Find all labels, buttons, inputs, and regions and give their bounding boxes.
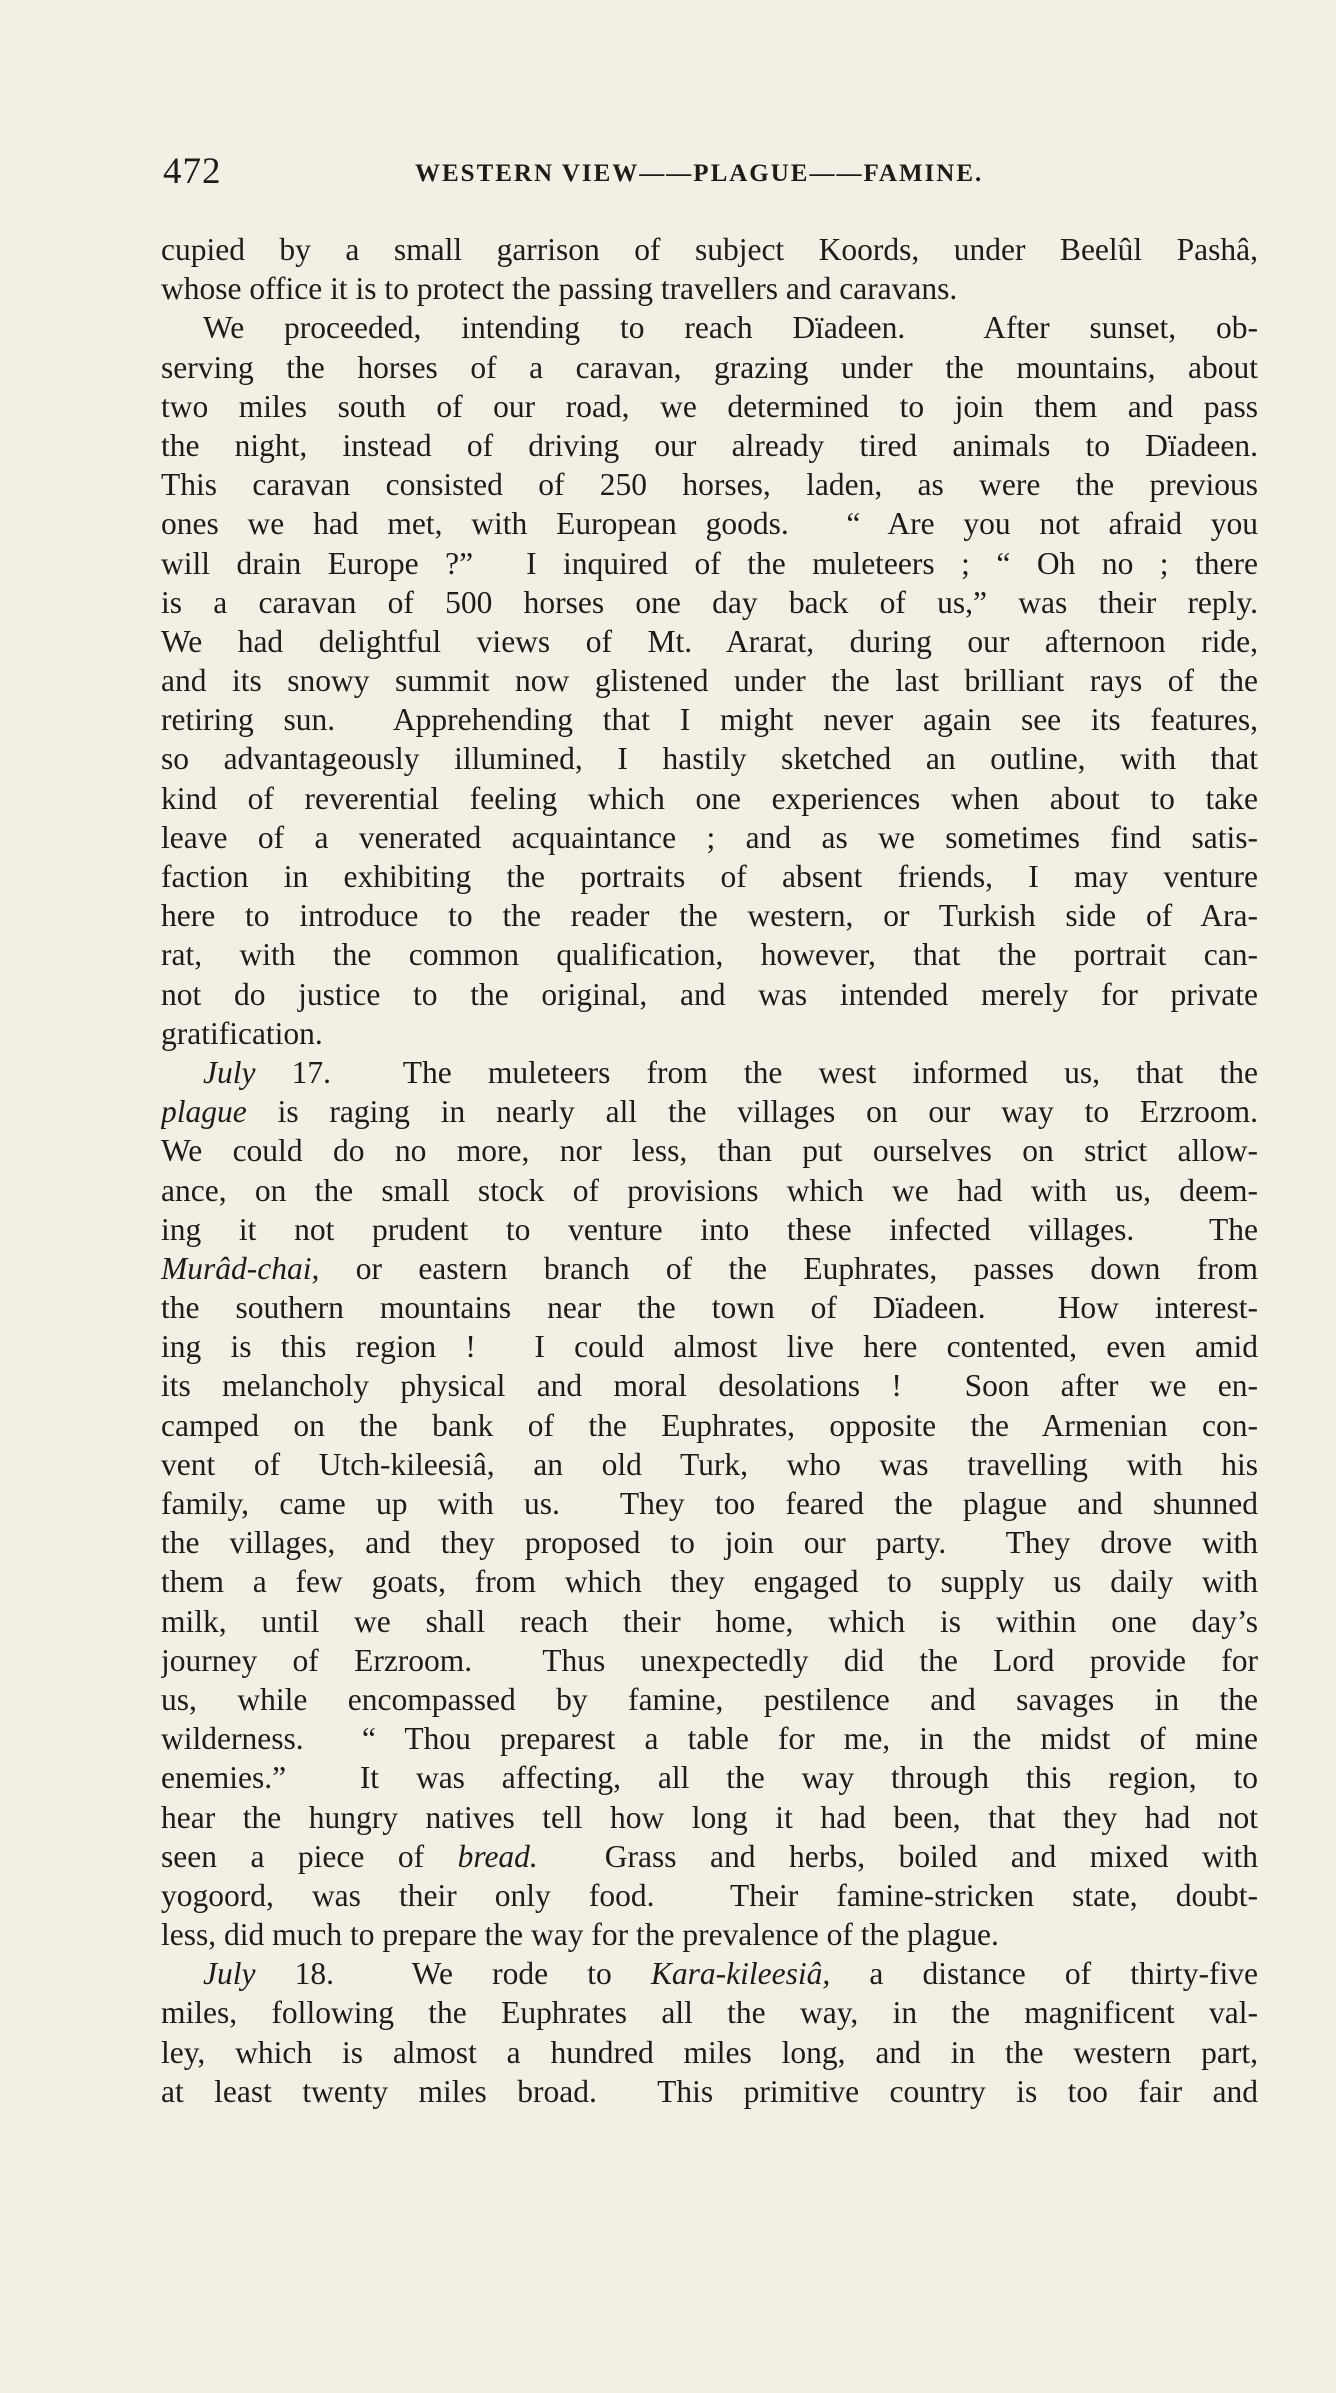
text-line: [161, 1131, 1258, 1170]
text-line: [161, 1837, 1258, 1876]
text-line: [161, 504, 1258, 543]
text-segment: We proceeded, intending to reach Dïadeen. After sunset, ob-: [203, 310, 1258, 346]
text-segment: us, while encompassed by famine, pestilence and savages in the: [161, 1681, 1258, 1717]
italic-text: July: [203, 1956, 256, 1992]
text-segment: family, came up with us. They too feared the plague and shunned: [161, 1486, 1258, 1521]
text-line: [161, 779, 1258, 818]
text-line: [161, 1641, 1258, 1680]
text-segment: ing it not prudent to venture into these infected villages. The: [161, 1211, 1258, 1247]
text-line: [161, 1876, 1258, 1915]
text-segment: We could do no more, nor less, than put ourselves on strict allow-: [161, 1133, 1258, 1169]
text-line: [161, 1562, 1258, 1601]
text-line: [161, 1719, 1258, 1758]
text-line: [161, 975, 1258, 1014]
text-segment: and its snowy summit now glistened under the last brilliant rays of the: [161, 663, 1258, 699]
text-line: [161, 1915, 1258, 1954]
running-title: WESTERN VIEW——PLAGUE——FAMINE.: [415, 160, 984, 187]
italic-text: Murâd-chai,: [161, 1250, 320, 1286]
italic-text: July: [203, 1054, 256, 1090]
text-segment: seen a piece of: [161, 1838, 458, 1874]
text-segment: the villages, and they proposed to join our party. They drove with: [161, 1525, 1258, 1561]
text-segment: This caravan consisted of 250 horses, laden, as were the previous: [161, 467, 1258, 503]
text-segment: is a caravan of 500 horses one day back of us,” was their reply.: [161, 584, 1258, 620]
text-segment: journey of Erzroom. Thus unexpectedly did the Lord provide for: [161, 1642, 1258, 1678]
text-line: [161, 2033, 1258, 2072]
text-line: [161, 700, 1258, 739]
text-line: [161, 896, 1258, 935]
text-line: [161, 1602, 1258, 1641]
text-segment: miles, following the Euphrates all the way, in the magnificent val-: [161, 1995, 1258, 2031]
text-segment: less, did much to prepare the way for the prevalence of the plague.: [161, 1917, 999, 1953]
text-segment: will drain Europe ?” I inquired of the muleteers ; “ Oh no ; there: [161, 545, 1258, 581]
text-line: [161, 857, 1258, 896]
text-line: [161, 387, 1258, 426]
text-segment: yogoord, was their only food. Their famine-stricken state, doubt-: [161, 1877, 1258, 1913]
text-line: [161, 661, 1258, 700]
text-segment: whose office it is to protect the passing travellers and caravans.: [161, 271, 958, 307]
italic-text: bread.: [457, 1838, 538, 1874]
text-segment: gratification.: [161, 1015, 323, 1051]
text-line: [161, 1053, 1258, 1092]
text-line: [161, 1406, 1258, 1445]
text-segment: its melancholy physical and moral desolations ! Soon after we en-: [161, 1368, 1258, 1404]
text-segment: 18. We rode to: [255, 1956, 651, 1992]
text-segment: not do justice to the original, and was intended merely for private: [161, 976, 1258, 1012]
text-line: [161, 1210, 1258, 1249]
text-line: [161, 1680, 1258, 1719]
text-segment: ones we had met, with European goods. “ Are you not afraid you: [161, 506, 1258, 542]
text-segment: at least twenty miles broad. This primitive country is too fair and: [161, 2073, 1258, 2109]
text-segment: faction in exhibiting the portraits of absent friends, I may venture: [161, 859, 1258, 894]
text-segment: hear the hungry natives tell how long it had been, that they had not: [161, 1799, 1258, 1835]
text-line: [161, 1014, 1258, 1053]
text-segment: We had delightful views of Mt. Ararat, during our afternoon ride,: [161, 623, 1258, 659]
text-line: [161, 1445, 1258, 1484]
text-segment: camped on the bank of the Euphrates, opposite the Armenian con-: [161, 1407, 1258, 1443]
text-line: [161, 1288, 1258, 1327]
text-segment: ley, which is almost a hundred miles long, and in the western part,: [161, 2034, 1258, 2070]
text-segment: rat, with the common qualification, however, that the portrait can-: [161, 937, 1258, 973]
text-segment: Grass and herbs, boiled and mixed with: [537, 1838, 1258, 1874]
text-line: [161, 1523, 1258, 1562]
text-segment: vent of Utch-kileesiâ, an old Turk, who was travelling with his: [161, 1446, 1258, 1482]
text-segment: a distance of thirty-five: [830, 1956, 1258, 1992]
text-segment: leave of a venerated acquaintance ; and as we sometimes find satis-: [161, 819, 1258, 855]
text-line: [161, 465, 1258, 504]
italic-text: Kara-kileesiâ,: [650, 1956, 831, 1992]
page-header: [163, 150, 1243, 200]
text-line: [161, 1993, 1258, 2032]
text-segment: is raging in nearly all the villages on our way to Erzroom.: [246, 1094, 1258, 1130]
text-segment: cupied by a small garrison of subject Koords, under Beelûl Pashâ,: [161, 232, 1258, 267]
text-segment: 17. The muleteers from the west informed us, that the: [255, 1054, 1258, 1090]
text-line: [161, 1092, 1258, 1131]
text-line: [161, 1366, 1258, 1405]
text-line: [161, 1758, 1258, 1797]
text-line: [161, 583, 1258, 622]
text-line: [161, 1954, 1258, 1993]
text-segment: the night, instead of driving our already tired animals to Dïadeen.: [161, 427, 1258, 463]
text-line: [161, 935, 1258, 974]
text-segment: serving the horses of a caravan, grazing under the mountains, about: [161, 349, 1258, 385]
text-line: [161, 308, 1258, 347]
text-line: [161, 818, 1258, 857]
text-segment: milk, until we shall reach their home, which is within one day’s: [161, 1603, 1258, 1639]
text-segment: here to introduce to the reader the western, or Turkish side of Ara-: [161, 898, 1258, 934]
text-line: [161, 739, 1258, 778]
text-line: [161, 622, 1258, 661]
text-line: [161, 544, 1258, 583]
text-segment: kind of reverential feeling which one experiences when about to take: [161, 780, 1258, 816]
text-segment: retiring sun. Apprehending that I might never again see its features,: [161, 702, 1258, 738]
text-segment: so advantageously illumined, I hastily sketched an outline, with that: [161, 741, 1258, 777]
text-segment: ing is this region ! I could almost live here contented, even amid: [161, 1329, 1258, 1365]
text-line: [161, 1249, 1258, 1288]
body-text: [161, 230, 1258, 2111]
italic-text: plague: [161, 1094, 247, 1130]
text-line: [161, 230, 1258, 269]
page-number: 472: [163, 151, 222, 192]
text-line: [161, 269, 1258, 308]
text-line: [161, 348, 1258, 387]
text-segment: two miles south of our road, we determined to join them and pass: [161, 388, 1258, 424]
text-segment: ance, on the small stock of provisions which we had with us, deem-: [161, 1172, 1258, 1208]
text-line: [161, 2072, 1258, 2111]
text-line: [161, 1484, 1258, 1523]
text-segment: enemies.” It was affecting, all the way through this region, to: [161, 1760, 1258, 1796]
text-segment: the southern mountains near the town of Dïadeen. How interest-: [161, 1290, 1258, 1326]
text-line: [161, 1798, 1258, 1837]
text-line: [161, 426, 1258, 465]
text-segment: them a few goats, from which they engaged to supply us daily with: [161, 1564, 1258, 1600]
text-line: [161, 1327, 1258, 1366]
text-segment: or eastern branch of the Euphrates, passes down from: [319, 1250, 1258, 1286]
text-segment: wilderness. “ Thou preparest a table for me, in the midst of mine: [161, 1721, 1258, 1757]
text-line: [161, 1171, 1258, 1210]
